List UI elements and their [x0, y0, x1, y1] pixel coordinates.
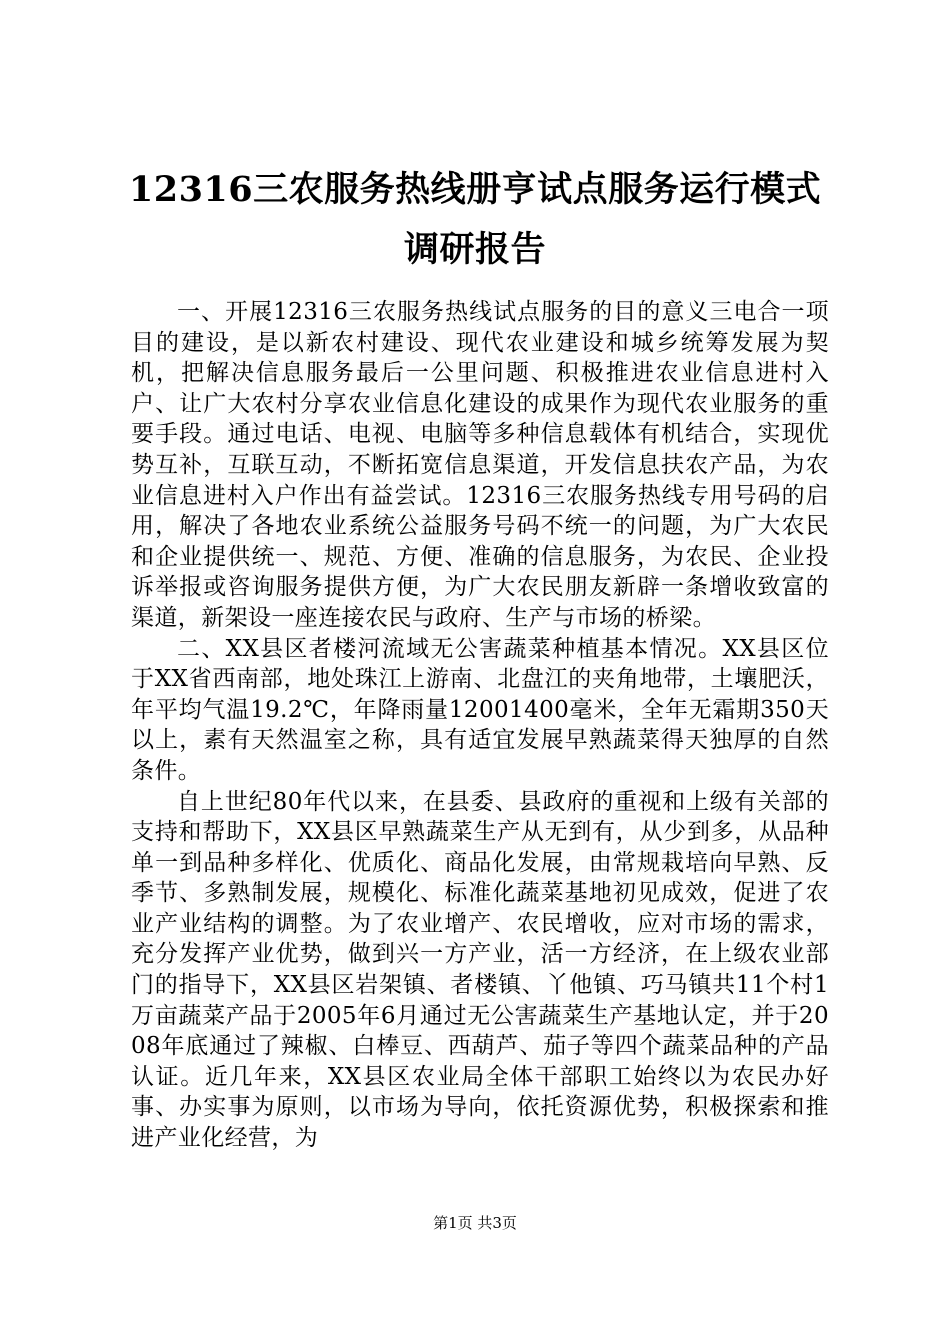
document-title: 12316三农服务热线册亨试点服务运行模式调研报告 — [128, 169, 822, 270]
paragraph-purpose: 一、开展12316三农服务热线试点服务的目的意义三电合一项目的建设，是以新农村建设、现代农业建设和城乡统筹发展为契机，把解决信息服务最后一公里问题、积极推进农业信息进村入户、让广大农村分享农业信息化建设的成果作为现代农业服务的重要手段。通过电话、电视、电脑等多种信息载体有机结合，实现优势互补，互联互动，不断拓宽信息渠道，开发信息扶农产品，为农业信息进村入户作出有益尝试。12316三农服务热线专用号码的启用，解决了各地农业系统公益服务号码不统一的问题，为广大农民和企业提供统一、规范、方便、准确的信息服务，为农民、企业投诉举报或咨询服务提供方便，为广大农民朋友新辟一条增收致富的渠道，新架设一座连接农民与政府、生产与市场的桥梁。 — [131, 299, 829, 631]
paragraph-county-overview: 二、XX县区者楼河流域无公害蔬菜种植基本情况。XX县区位于XX省西南部，地处珠江上游南、北盘江的夹角地带，土壤肥沃，年平均气温19.2℃，年降雨量12001400毫米，全年无霜期350天以上，素有天然温室之称，具有适宜发展早熟蔬菜得天独厚的自然条件。 — [131, 635, 829, 784]
document-body — [131, 297, 829, 1154]
page-number-footer: 第1页 共3页 — [433, 1214, 517, 1232]
paragraph-vegetable-development: 自上世纪80年代以来，在县委、县政府的重视和上级有关部的支持和帮助下，XX县区早熟蔬菜生产从无到有，从少到多，从品种单一到品种多样化、优质化、商品化发展，由常规栽培向早熟、反季节、多熟制发展，规模化、标准化蔬菜基地初见成效，促进了农业产业结构的调整。为了农业增产、农民增收，应对市场的需求，充分发挥产业优势，做到兴一方产业，活一方经济，在上级农业部门的指导下，XX县区岩架镇、者楼镇、丫他镇、巧马镇共11个村1万亩蔬菜产品于2005年6月通过无公害蔬菜生产基地认定，并于2008年底通过了辣椒、白棒豆、西葫芦、茄子等四个蔬菜品种的产品认证。近几年来，XX县区农业局全体干部职工始终以为农民办好事、办实事为原则，以市场为导向，依托资源优势，积极探索和推进产业化经营，为 — [131, 788, 829, 1152]
